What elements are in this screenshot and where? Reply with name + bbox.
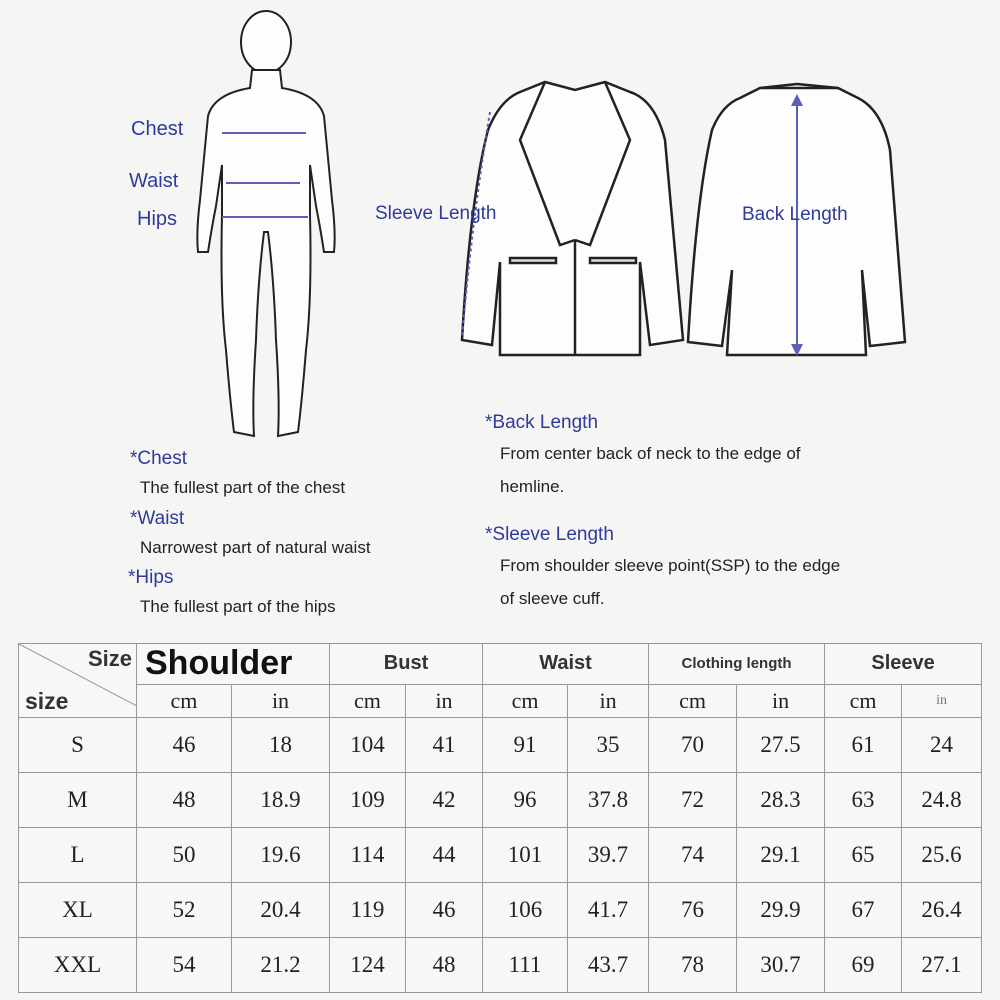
measurement-cell: 76 bbox=[649, 883, 737, 938]
corner-size-label: size bbox=[25, 688, 69, 715]
waist-def-text: Narrowest part of natural waist bbox=[140, 538, 371, 557]
size-cell: M bbox=[19, 773, 137, 828]
table-row bbox=[19, 828, 982, 883]
measurement-cell: 35 bbox=[568, 718, 649, 773]
back-length-def-line2: hemline. bbox=[500, 477, 565, 496]
measurement-cell: 54 bbox=[137, 938, 232, 993]
measurement-cell: 78 bbox=[649, 938, 737, 993]
measurement-cell: 29.9 bbox=[737, 883, 825, 938]
table-row bbox=[19, 883, 982, 938]
measurement-cell: 104 bbox=[330, 718, 406, 773]
header-waist: Waist bbox=[483, 644, 649, 685]
measurement-cell: 21.2 bbox=[232, 938, 330, 993]
measurement-cell: 44 bbox=[406, 828, 483, 883]
size-cell: XXL bbox=[19, 938, 137, 993]
sleeve-length-def-line2: of sleeve cuff. bbox=[500, 589, 605, 608]
unit-cell: cm bbox=[137, 684, 232, 718]
hips-label: Hips bbox=[137, 208, 178, 230]
header-shoulder: Shoulder bbox=[137, 644, 330, 685]
measurement-cell: 65 bbox=[825, 828, 902, 883]
measurement-cell: 69 bbox=[825, 938, 902, 993]
measurement-cell: 119 bbox=[330, 883, 406, 938]
measurement-cell: 37.8 bbox=[568, 773, 649, 828]
measurement-cell: 24.8 bbox=[902, 773, 982, 828]
measurement-cell: 27.1 bbox=[902, 938, 982, 993]
chest-def-title: *Chest bbox=[130, 448, 188, 469]
unit-cell: in bbox=[902, 684, 982, 718]
hips-def-text: The fullest part of the hips bbox=[140, 597, 336, 616]
size-cell: XL bbox=[19, 883, 137, 938]
chest-def-text: The fullest part of the chest bbox=[140, 478, 346, 497]
unit-cell: cm bbox=[649, 684, 737, 718]
back-length-def-line1: From center back of neck to the edge of bbox=[500, 444, 801, 463]
measurement-cell: 50 bbox=[137, 828, 232, 883]
sleeve-length-def-line1: From shoulder sleeve point(SSP) to the edge bbox=[500, 556, 841, 575]
measurement-cell: 106 bbox=[483, 883, 568, 938]
waist-label: Waist bbox=[129, 170, 179, 192]
measurement-cell: 41 bbox=[406, 718, 483, 773]
measurement-cell: 46 bbox=[137, 718, 232, 773]
measurement-cell: 24 bbox=[902, 718, 982, 773]
measurement-cell: 18.9 bbox=[232, 773, 330, 828]
unit-cell: in bbox=[737, 684, 825, 718]
measurement-cell: 20.4 bbox=[232, 883, 330, 938]
measurement-cell: 67 bbox=[825, 883, 902, 938]
measurement-cell: 26.4 bbox=[902, 883, 982, 938]
measurement-cell: 28.3 bbox=[737, 773, 825, 828]
measurement-cell: 124 bbox=[330, 938, 406, 993]
header-bust: Bust bbox=[330, 644, 483, 685]
measurement-cell: 70 bbox=[649, 718, 737, 773]
sleeve-length-def-title: *Sleeve Length bbox=[485, 524, 614, 545]
hips-def-title: *Hips bbox=[128, 567, 174, 588]
waist-def-title: *Waist bbox=[130, 508, 185, 529]
measurement-cell: 48 bbox=[406, 938, 483, 993]
measurement-cell: 96 bbox=[483, 773, 568, 828]
measurement-cell: 63 bbox=[825, 773, 902, 828]
unit-cell: cm bbox=[825, 684, 902, 718]
size-corner-cell bbox=[19, 644, 137, 718]
table-row bbox=[19, 773, 982, 828]
measurement-cell: 39.7 bbox=[568, 828, 649, 883]
measurement-cell: 18 bbox=[232, 718, 330, 773]
chest-label: Chest bbox=[131, 118, 184, 140]
measurement-cell: 101 bbox=[483, 828, 568, 883]
measurement-cell: 114 bbox=[330, 828, 406, 883]
table-row bbox=[19, 938, 982, 993]
measurement-cell: 72 bbox=[649, 773, 737, 828]
measurement-cell: 111 bbox=[483, 938, 568, 993]
unit-cell: cm bbox=[330, 684, 406, 718]
unit-cell: in bbox=[568, 684, 649, 718]
size-cell: S bbox=[19, 718, 137, 773]
corner-size-header: Size bbox=[87, 646, 132, 671]
measurement-cell: 42 bbox=[406, 773, 483, 828]
back-length-def-title: *Back Length bbox=[485, 412, 599, 433]
measurement-cell: 30.7 bbox=[737, 938, 825, 993]
sleeve-length-label: Sleeve Length bbox=[375, 203, 497, 224]
measurement-cell: 109 bbox=[330, 773, 406, 828]
measurement-cell: 19.6 bbox=[232, 828, 330, 883]
back-length-label: Back Length bbox=[742, 204, 848, 225]
header-clothing-length: Clothing length bbox=[649, 644, 825, 685]
measurement-cell: 61 bbox=[825, 718, 902, 773]
measurement-cell: 29.1 bbox=[737, 828, 825, 883]
body-figure-icon bbox=[197, 11, 334, 436]
measurement-cell: 41.7 bbox=[568, 883, 649, 938]
measurement-cell: 91 bbox=[483, 718, 568, 773]
table-row bbox=[19, 718, 982, 773]
measurement-cell: 48 bbox=[137, 773, 232, 828]
header-sleeve: Sleeve bbox=[825, 644, 982, 685]
measurement-cell: 27.5 bbox=[737, 718, 825, 773]
size-chart-table bbox=[18, 643, 982, 993]
measurement-cell: 43.7 bbox=[568, 938, 649, 993]
measurement-cell: 25.6 bbox=[902, 828, 982, 883]
size-cell: L bbox=[19, 828, 137, 883]
measurement-cell: 74 bbox=[649, 828, 737, 883]
unit-cell: in bbox=[406, 684, 483, 718]
measurement-cell: 52 bbox=[137, 883, 232, 938]
unit-cell: in bbox=[232, 684, 330, 718]
measurement-cell: 46 bbox=[406, 883, 483, 938]
unit-cell: cm bbox=[483, 684, 568, 718]
